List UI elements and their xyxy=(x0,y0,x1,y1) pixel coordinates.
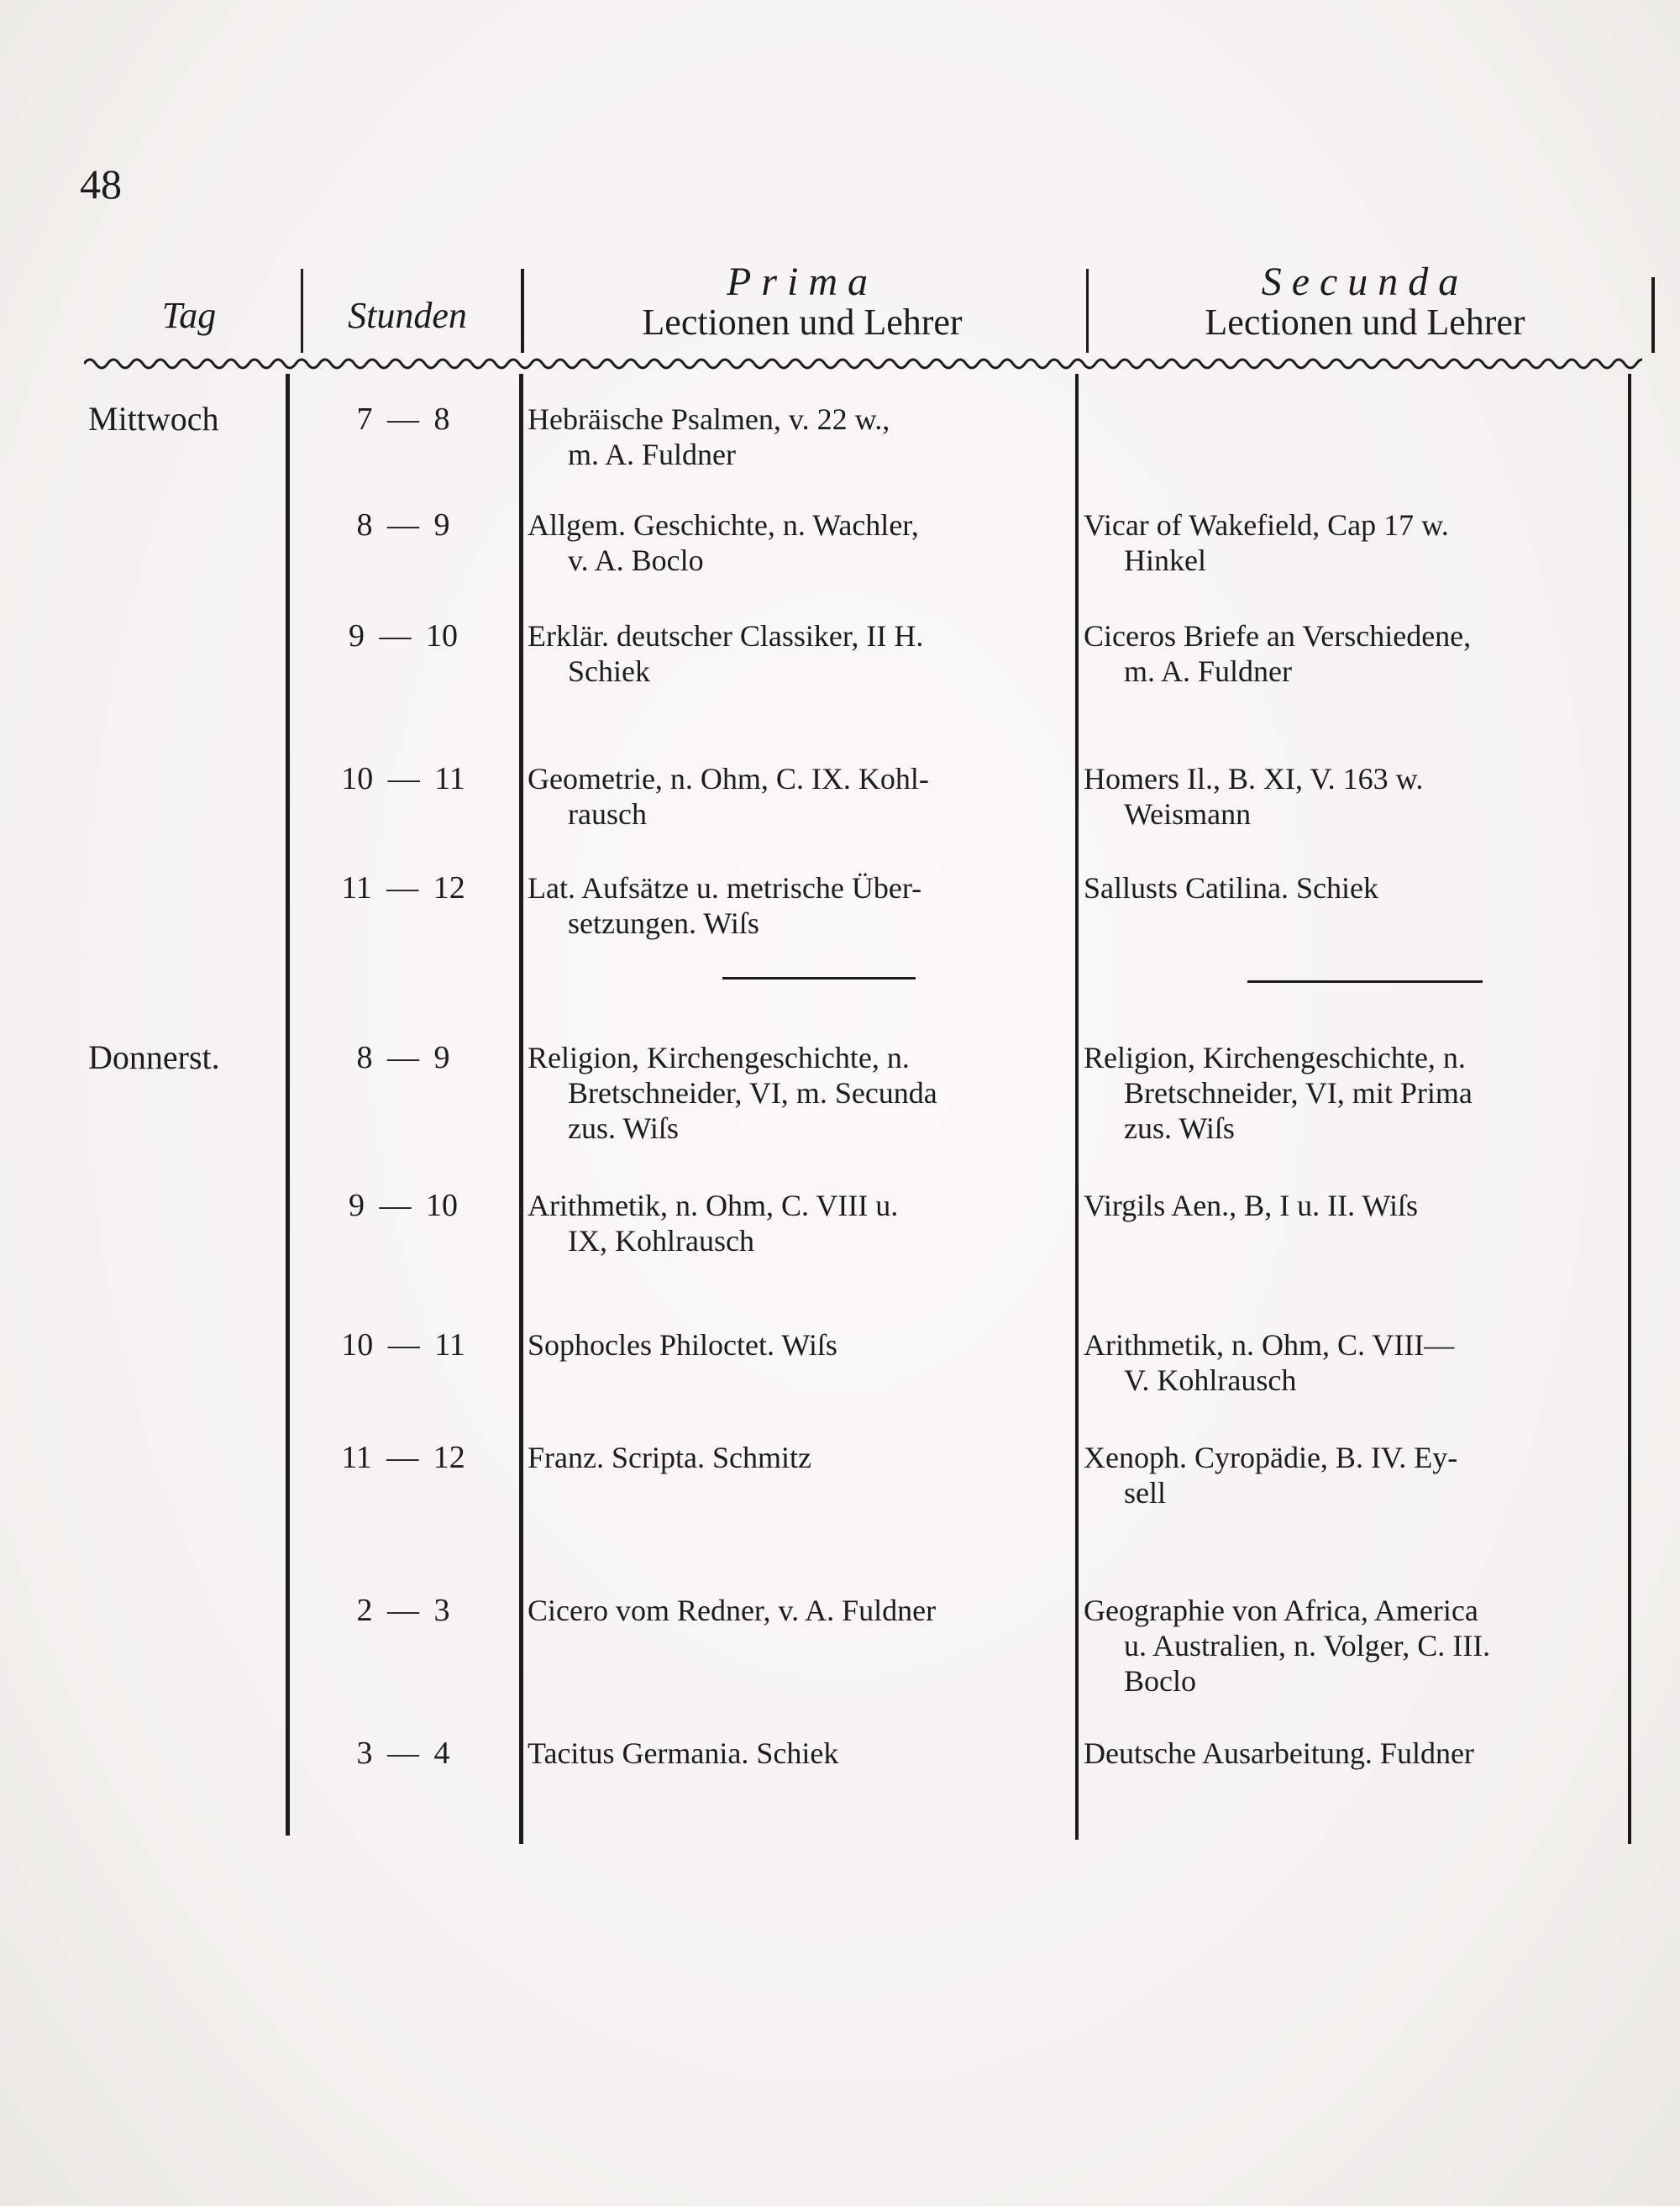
prima-line: rausch xyxy=(568,797,647,831)
secunda-line: Hinkel xyxy=(1124,544,1206,577)
prima-line: Arithmetik, n. Ohm, C. VIII u. xyxy=(528,1189,899,1222)
prima-line: Allgem. Geschichte, n. Wachler, xyxy=(528,508,919,542)
secunda-cell xyxy=(1084,1440,1625,1510)
secunda-cell xyxy=(1084,618,1625,689)
hours-cell: 10 — 11 xyxy=(341,761,465,796)
secunda-cell xyxy=(1084,761,1625,832)
secunda-line: Sallusts Catilina. Schiek xyxy=(1084,871,1378,905)
hours-cell: 11 — 12 xyxy=(341,870,465,906)
hours-cell: 3 — 4 xyxy=(356,1736,450,1771)
prima-line: Hebräische Psalmen, v. 22 w., xyxy=(528,402,890,436)
secunda-cell xyxy=(1084,507,1625,578)
secunda-line: Homers Il., B. XI, V. 163 w. xyxy=(1084,762,1424,796)
hours-cell: 10 — 11 xyxy=(341,1327,465,1363)
secunda-line: Ciceros Briefe an Verschiedene, xyxy=(1084,619,1472,653)
secunda-line: Bretschneider, VI, mit Prima xyxy=(1124,1076,1473,1110)
prima-cell xyxy=(528,507,1072,578)
prima-line: Sophocles Philoctet. Wiſs xyxy=(528,1328,837,1362)
header-divider-stunden xyxy=(521,269,524,353)
header-wavy-rule xyxy=(84,353,1642,375)
column-divider-stunden xyxy=(519,374,523,1844)
prima-line: Tacitus Germania. Schiek xyxy=(528,1736,839,1770)
secunda-line: Weismann xyxy=(1124,797,1252,831)
prima-line: Religion, Kirchengeschichte, n. xyxy=(528,1041,910,1074)
hours-cell: 9 — 10 xyxy=(349,1188,458,1223)
prima-cell xyxy=(528,1440,1072,1475)
secunda-line: Vicar of Wakefield, Cap 17 w. xyxy=(1084,508,1449,542)
prima-line: Geometrie, n. Ohm, C. IX. Kohl- xyxy=(528,762,929,796)
secunda-line: Geographie von Africa, America xyxy=(1084,1594,1478,1627)
column-divider-prima xyxy=(1075,374,1079,1840)
secunda-line: Deutsche Ausarbeitung. Fuldner xyxy=(1084,1736,1474,1770)
secunda-cell xyxy=(1084,870,1625,906)
header-divider-prima xyxy=(1086,269,1089,353)
secunda-cell xyxy=(1084,1188,1625,1223)
hours-cell: 2 — 3 xyxy=(356,1593,450,1628)
prima-cell xyxy=(528,1736,1072,1771)
header-stunden: Stunden xyxy=(348,295,467,336)
prima-line: Franz. Scripta. Schmitz xyxy=(528,1441,811,1474)
secunda-cell xyxy=(1084,1327,1625,1398)
secunda-line: Virgils Aen., B, I u. II. Wiſs xyxy=(1084,1189,1419,1222)
hours-cell: 8 — 9 xyxy=(356,1040,450,1075)
prima-cell xyxy=(528,1327,1072,1363)
prima-line: m. A. Fuldner xyxy=(568,438,737,471)
header-prima-title: Prima xyxy=(727,260,878,304)
secunda-line: Xenoph. Cyropädie, B. IV. Ey- xyxy=(1084,1441,1458,1474)
prima-line: Bretschneider, VI, m. Secunda xyxy=(568,1076,937,1110)
column-divider-tag xyxy=(286,374,290,1836)
hours-cell: 7 — 8 xyxy=(356,402,450,437)
prima-cell xyxy=(528,761,1072,832)
prima-cell xyxy=(528,1040,1072,1146)
page-number: 48 xyxy=(80,160,122,207)
prima-line: Schiek xyxy=(568,654,650,688)
secunda-line: Arithmetik, n. Ohm, C. VIII— xyxy=(1084,1328,1455,1362)
prima-cell xyxy=(528,402,1072,472)
header-tag: Tag xyxy=(161,295,217,336)
prima-line: setzungen. Wiſs xyxy=(568,906,759,940)
secunda-line: zus. Wiſs xyxy=(1124,1111,1235,1145)
hours-cell: 11 — 12 xyxy=(341,1440,465,1475)
day-cell: Donnerst. xyxy=(88,1038,220,1076)
header-secunda-title: Secunda xyxy=(1261,260,1469,304)
prima-cell xyxy=(528,618,1072,689)
day-cell: Mittwoch xyxy=(88,400,219,438)
prima-line: Lat. Aufsätze u. metrische Über- xyxy=(528,871,922,905)
header-divider-tag xyxy=(301,269,303,353)
prima-line: v. A. Boclo xyxy=(568,544,704,577)
secunda-line: Religion, Kirchengeschichte, n. xyxy=(1084,1041,1466,1074)
prima-cell xyxy=(528,1188,1072,1258)
prima-cell xyxy=(528,870,1072,941)
secunda-line: V. Kohlrausch xyxy=(1124,1363,1297,1397)
secunda-line: Boclo xyxy=(1124,1664,1196,1698)
day-separator-secunda xyxy=(1247,980,1483,983)
secunda-line: u. Australien, n. Volger, C. III. xyxy=(1124,1629,1491,1662)
column-divider-right xyxy=(1628,374,1631,1844)
hours-cell: 9 — 10 xyxy=(349,618,458,654)
secunda-cell xyxy=(1084,1040,1625,1146)
secunda-cell xyxy=(1084,1593,1625,1699)
hours-cell: 8 — 9 xyxy=(356,507,450,543)
header-secunda-subtitle: Lectionen und Lehrer xyxy=(1205,302,1525,343)
prima-line: Erklär. deutscher Classiker, II H. xyxy=(528,619,924,653)
prima-line: Cicero vom Redner, v. A. Fuldner xyxy=(528,1594,937,1627)
day-separator-prima xyxy=(722,977,916,980)
prima-cell xyxy=(528,1593,1072,1628)
prima-line: zus. Wiſs xyxy=(568,1111,679,1145)
prima-line: IX, Kohlrausch xyxy=(568,1224,754,1258)
header-divider-right xyxy=(1651,277,1655,353)
secunda-line: sell xyxy=(1124,1476,1166,1510)
header-prima-subtitle: Lectionen und Lehrer xyxy=(642,302,963,343)
secunda-line: m. A. Fuldner xyxy=(1124,654,1293,688)
secunda-cell xyxy=(1084,1736,1625,1771)
